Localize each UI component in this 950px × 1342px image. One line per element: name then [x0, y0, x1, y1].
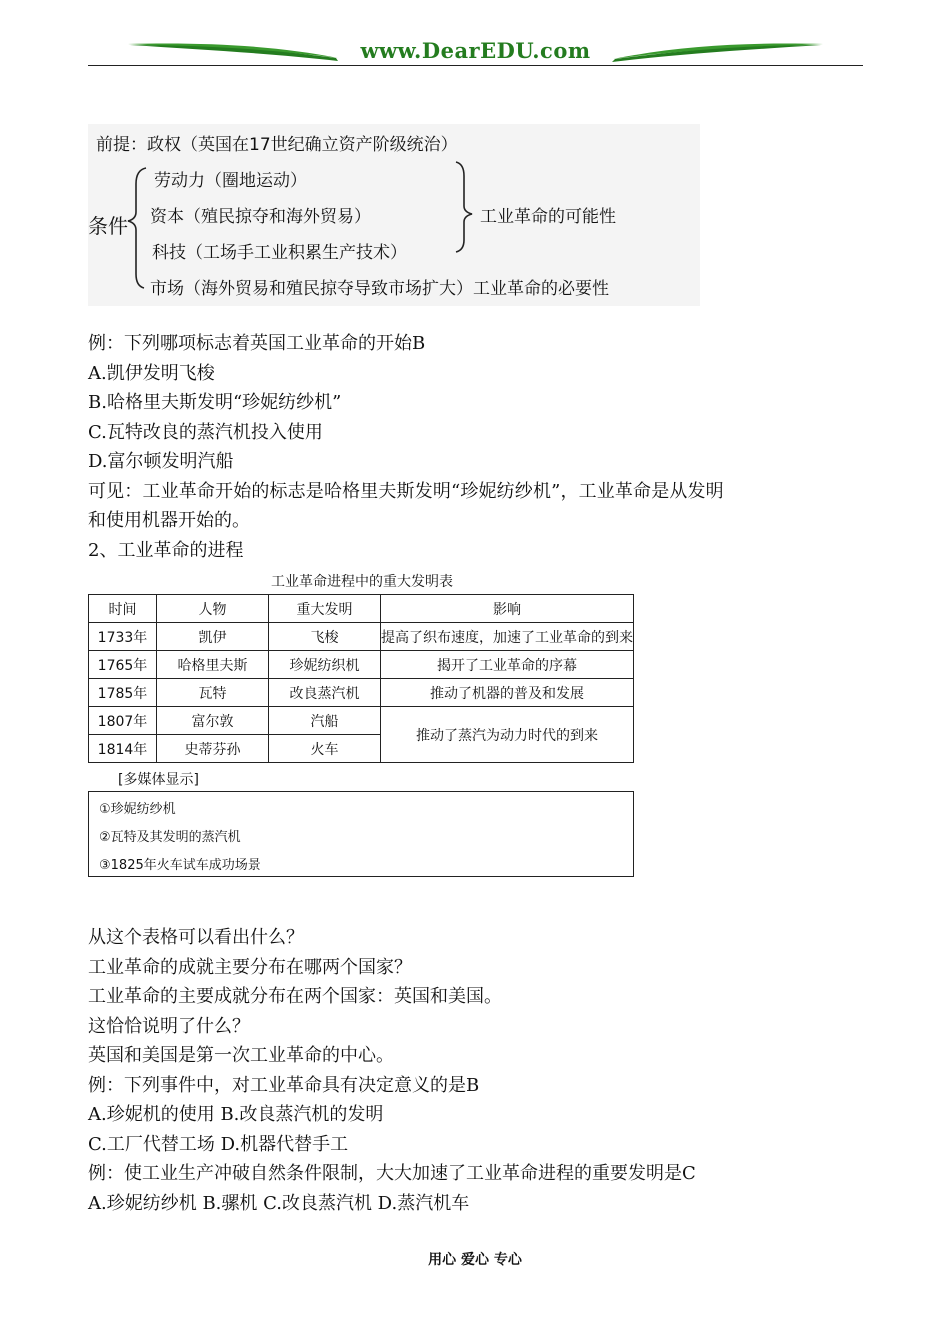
header-divider	[88, 65, 863, 66]
cell-person: 瓦特	[157, 679, 269, 707]
cell-time: 1785年	[89, 679, 157, 707]
table-header-row	[89, 595, 634, 623]
cell-invention: 改良蒸汽机	[269, 679, 381, 707]
option-a: A.凯伊发明飞梭	[88, 363, 215, 384]
answer-meaning: 英国和美国是第一次工业革命的中心。	[88, 1045, 394, 1066]
cell-impact: 推动了机器的普及和发展	[381, 679, 634, 707]
section-heading: 2、工业革命的进程	[88, 540, 244, 561]
conditions-label: 条件	[88, 214, 128, 238]
condition-labor: 劳动力（圈地运动）	[154, 171, 307, 191]
question-3: 例：使工业生产冲破自然条件限制，大大加速了工业革命进程的重要发明是C	[88, 1163, 696, 1184]
cell-time: 1765年	[89, 651, 157, 679]
conclusion-line-1: 可见：工业革命开始的标志是哈格里夫斯发明“珍妮纺纱机”，工业革命是从发明	[88, 481, 724, 502]
table-row	[89, 623, 634, 651]
condition-technology: 科技（工场手工业积累生产技术）	[152, 243, 407, 263]
question-meaning: 这恰恰说明了什么？	[88, 1016, 250, 1037]
multimedia-item: ①珍妮纺纱机	[99, 802, 176, 817]
cell-invention: 珍妮纺织机	[269, 651, 381, 679]
cell-invention: 汽船	[269, 707, 381, 735]
site-title[interactable]: www.DearEDU.com	[360, 38, 591, 63]
question-1: 例：下列哪项标志着英国工业革命的开始B	[88, 333, 426, 354]
table-row	[89, 679, 634, 707]
multimedia-box	[88, 791, 634, 877]
answer-countries: 工业革命的主要成就分布在两个国家：英国和美国。	[88, 986, 502, 1007]
conclusion-line-2: 和使用机器开始的。	[88, 510, 250, 531]
cell-time: 1814年	[89, 735, 157, 763]
cell-person: 史蒂芬孙	[157, 735, 269, 763]
cell-person: 哈格里夫斯	[157, 651, 269, 679]
header-person: 人物	[157, 595, 269, 623]
condition-market: 市场（海外贸易和殖民掠夺导致市场扩大）工业革命的必要性	[150, 279, 609, 299]
cell-impact: 揭开了工业革命的序幕	[381, 651, 634, 679]
options-2-cd: C.工厂代替工场 D.机器代替手工	[88, 1134, 349, 1155]
options-2-ab: A.珍妮机的使用 B.改良蒸汽机的发明	[88, 1104, 384, 1125]
multimedia-item: ②瓦特及其发明的蒸汽机	[99, 830, 241, 845]
question-table: 从这个表格可以看出什么？	[88, 927, 304, 948]
condition-capital: 资本（殖民掠夺和海外贸易）	[150, 207, 371, 227]
page-header	[88, 34, 863, 70]
cell-impact-merged: 推动了蒸汽为动力时代的到来	[381, 707, 634, 763]
cell-person: 凯伊	[157, 623, 269, 651]
option-d: D.富尔顿发明汽船	[88, 451, 234, 472]
multimedia-label: [多媒体显示]	[118, 772, 199, 788]
header-impact: 影响	[381, 595, 634, 623]
option-b: B.哈格里夫斯发明“珍妮纺纱机”	[88, 392, 342, 413]
conditions-diagram	[88, 124, 700, 306]
multimedia-item: ③1825年火车试车成功场景	[99, 858, 261, 873]
option-c: C.瓦特改良的蒸汽机投入使用	[88, 422, 323, 443]
question-2: 例：下列事件中，对工业革命具有决定意义的是B	[88, 1075, 480, 1096]
invention-table	[88, 594, 634, 763]
cell-time: 1733年	[89, 623, 157, 651]
invention-table-block	[88, 570, 636, 877]
table-title: 工业革命进程中的重大发明表	[271, 574, 453, 590]
table-row	[89, 651, 634, 679]
cell-invention: 飞梭	[269, 623, 381, 651]
cell-person: 富尔敦	[157, 707, 269, 735]
cell-invention: 火车	[269, 735, 381, 763]
page-footer: 用心 爱心 专心	[428, 1252, 522, 1268]
header-time: 时间	[89, 595, 157, 623]
header-invention: 重大发明	[269, 595, 381, 623]
possibility-label: 工业革命的可能性	[480, 207, 616, 227]
options-3: A.珍妮纺纱机 B.骡机 C.改良蒸汽机 D.蒸汽机车	[88, 1193, 470, 1214]
cell-impact: 提高了织布速度，加速了工业革命的到来	[381, 623, 634, 651]
cell-time: 1807年	[89, 707, 157, 735]
premise-text: 前提：政权（英国在17世纪确立资产阶级统治）	[96, 135, 458, 155]
question-countries: 工业革命的成就主要分布在哪两个国家？	[88, 957, 412, 978]
table-row	[89, 707, 634, 735]
